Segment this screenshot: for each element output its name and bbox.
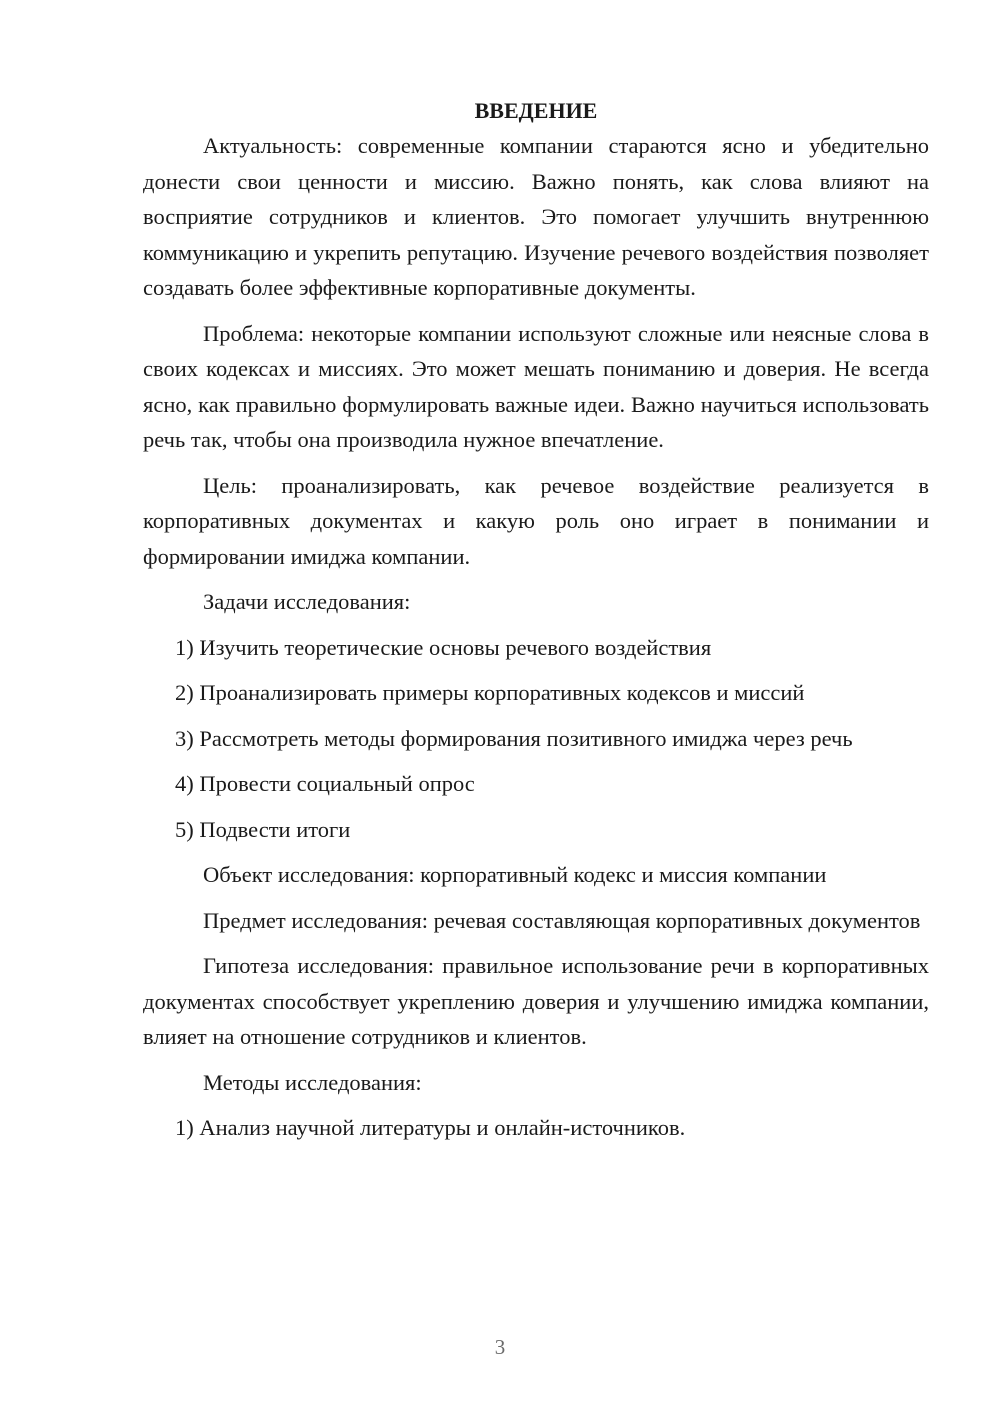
task-item-3: 3) Рассмотреть методы формирования позитивного имиджа через речь [175, 725, 853, 751]
task-item-1: 1) Изучить теоретические основы речевого воздействия [175, 634, 712, 660]
page-number: 3 [494, 1335, 506, 1359]
method-item-1: 1) Анализ научной литературы и онлайн-источников. [175, 1115, 686, 1140]
paragraph-hypothesis: Гипотеза исследования: правильное использование речи в корпоративных документах способствует укреплению доверия и улучшению имиджа компании, влияет на отношение сотрудников и клиентов. [143, 953, 929, 1049]
task-item-2: 2) Проанализировать примеры корпоративных кодексов и миссий [175, 680, 805, 705]
paragraph-subject: Предмет исследования: речевая составляющая корпоративных документов [203, 907, 921, 933]
task-item-4: 4) Провести социальный опрос [175, 771, 475, 796]
paragraph-problem: Проблема: некоторые компании используют сложные или неясные слова в своих кодексах и миссиях. Это может мешать пониманию и доверия. Не всегда ясно, как правильно формулировать важные идеи. Важно научиться использовать речь так, чтобы она производила нужное впечатление. [143, 320, 929, 452]
paragraph-relevance: Актуальность: современные компании стараются ясно и убедительно донести свои ценности и миссию. Важно понять, как слова влияют на восприятие сотрудников и клиентов. Это помогает улучшить внутреннюю коммуникацию и укрепить репутацию. Изучение речевого воздействия позволяет создавать более эффективные корпоративные документы. [143, 133, 929, 300]
task-item-5: 5) Подвести итоги [175, 816, 351, 842]
paragraph-object: Объект исследования: корпоративный кодекс и миссия компании [203, 862, 827, 887]
methods-heading: Методы исследования: [203, 1069, 422, 1095]
page-content [143, 93, 929, 1146]
tasks-heading: Задачи исследования: [203, 589, 411, 614]
page-title: ВВЕДЕНИЕ [474, 98, 598, 123]
paragraph-goal: Цель: проанализировать, как речевое воздействие реализуется в корпоративных документах и какую роль оно играет в понимании и формировании имиджа компании. [143, 472, 929, 569]
